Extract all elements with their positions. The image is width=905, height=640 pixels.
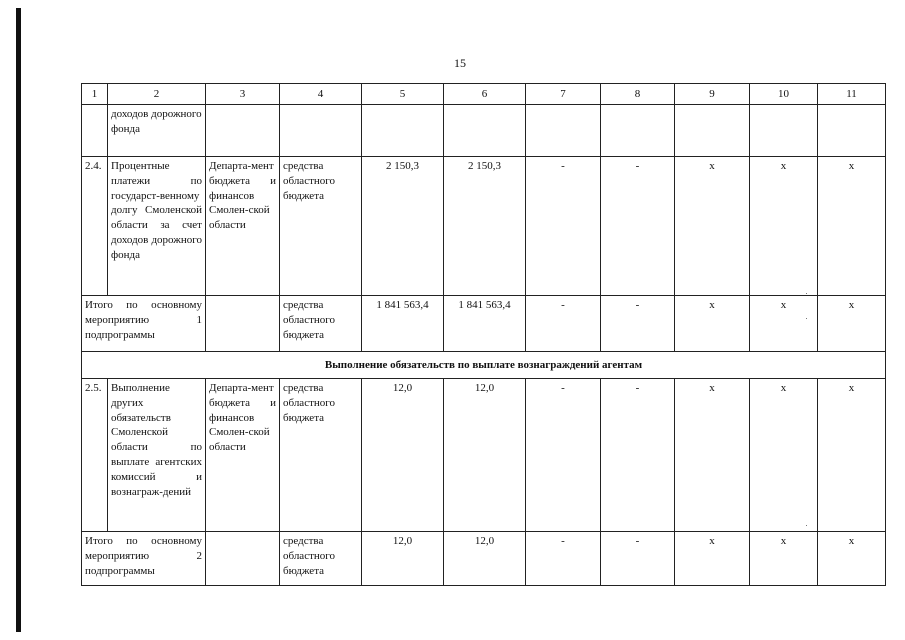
value-col9: х <box>675 532 750 586</box>
scan-speck <box>806 318 807 319</box>
value-col11: х <box>818 379 886 532</box>
value-col5: 12,0 <box>362 532 444 586</box>
header-cell: 1 <box>82 84 108 105</box>
value-col9: х <box>675 379 750 532</box>
header-cell: 7 <box>526 84 601 105</box>
table-row-2-5 <box>82 379 886 532</box>
value-col7: - <box>526 157 601 296</box>
total-label: Итого по основному мероприятию 2 подпрограммы <box>82 532 206 586</box>
row-source: средства областного бюджета <box>280 379 362 532</box>
value-col8: - <box>601 296 675 352</box>
value-col8: - <box>601 379 675 532</box>
value-col9: х <box>675 296 750 352</box>
row-source: средства областного бюджета <box>280 296 362 352</box>
value-col10: х <box>750 532 818 586</box>
value-col10: х <box>750 296 818 352</box>
table-cell <box>206 532 280 586</box>
continuation-text: доходов дорожного фонда <box>108 105 206 157</box>
value-col7: - <box>526 532 601 586</box>
scan-margin-bar <box>16 8 21 632</box>
page-number: 15 <box>454 56 466 70</box>
scan-speck <box>806 293 807 294</box>
section-title: Выполнение обязательств по выплате вознаграждений агентам <box>82 352 886 379</box>
value-col6: 12,0 <box>444 379 526 532</box>
value-col11: х <box>818 296 886 352</box>
section-header-row <box>82 352 886 379</box>
value-col7: - <box>526 296 601 352</box>
value-col5: 12,0 <box>362 379 444 532</box>
table-cell <box>675 105 750 157</box>
table-row-total-1 <box>82 296 886 352</box>
value-col9: х <box>675 157 750 296</box>
row-source: средства областного бюджета <box>280 532 362 586</box>
table-cell <box>818 105 886 157</box>
header-cell: 5 <box>362 84 444 105</box>
table-row-2-4 <box>82 157 886 296</box>
row-executor: Департа-мент бюджета и финансов Смолен-ской области <box>206 379 280 532</box>
header-cell: 6 <box>444 84 526 105</box>
table-row-total-2 <box>82 532 886 586</box>
value-col6: 1 841 563,4 <box>444 296 526 352</box>
table-cell <box>750 105 818 157</box>
row-number: 2.5. <box>82 379 108 532</box>
value-col8: - <box>601 157 675 296</box>
value-col10: х <box>750 379 818 532</box>
row-source: средства областного бюджета <box>280 157 362 296</box>
value-col11: х <box>818 532 886 586</box>
row-number: 2.4. <box>82 157 108 296</box>
table-row-continuation <box>82 105 886 157</box>
value-col6: 2 150,3 <box>444 157 526 296</box>
value-col5: 2 150,3 <box>362 157 444 296</box>
value-col11: х <box>818 157 886 296</box>
budget-table <box>81 83 886 586</box>
value-col8: - <box>601 532 675 586</box>
header-cell: 10 <box>750 84 818 105</box>
header-cell: 8 <box>601 84 675 105</box>
value-col5: 1 841 563,4 <box>362 296 444 352</box>
header-cell: 9 <box>675 84 750 105</box>
value-col7: - <box>526 379 601 532</box>
table-header-row <box>82 84 886 105</box>
value-col6: 12,0 <box>444 532 526 586</box>
table-cell <box>526 105 601 157</box>
table-cell <box>206 296 280 352</box>
total-label: Итого по основному мероприятию 1 подпрограммы <box>82 296 206 352</box>
scan-speck <box>806 525 807 526</box>
row-name: Процентные платежи по государст-венному долгу Смоленской области за счет доходов дорожного фонда <box>108 157 206 296</box>
table-cell <box>280 105 362 157</box>
value-col10: х <box>750 157 818 296</box>
table-cell <box>206 105 280 157</box>
row-name: Выполнение других обязательств Смоленской области по выплате агентских комиссий и вознаграж-дений <box>108 379 206 532</box>
header-cell: 3 <box>206 84 280 105</box>
header-cell: 2 <box>108 84 206 105</box>
table-cell <box>444 105 526 157</box>
table-cell <box>601 105 675 157</box>
header-cell: 11 <box>818 84 886 105</box>
row-executor: Департа-мент бюджета и финансов Смолен-ской области <box>206 157 280 296</box>
table-cell <box>362 105 444 157</box>
header-cell: 4 <box>280 84 362 105</box>
table-cell <box>82 105 108 157</box>
